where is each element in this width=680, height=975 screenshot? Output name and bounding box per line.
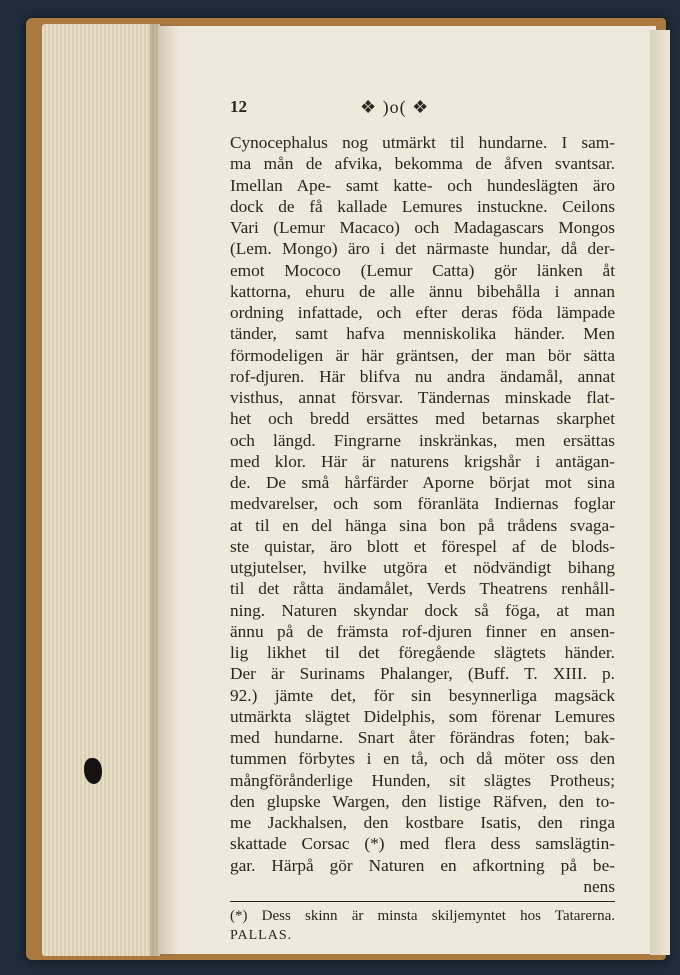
text-line: utgjutelser, hvilke utgöra et nödvändigt bihang [230,558,615,577]
text-line: tänder, samt hafva menniskolika händer. Men [230,324,615,344]
footnote [230,907,615,945]
text-line: me Jackhalsen, den kostbare Isatis, den ringa [230,813,615,832]
page-text [230,92,615,945]
ink-blot-mark [84,758,102,784]
page-number: 12 [230,97,247,116]
ornament-head: ❖ )o( ❖ [360,96,430,117]
text-line: til det råtta ändamålet, Verds Theatrens renhåll- [230,579,615,599]
text-line: Vari (Lemur Macaco) och Madagascars Mongos [230,218,615,237]
text-line: Imellan Ape- samt katte- och hundeslägten äro [230,175,615,195]
running-head [230,92,615,122]
catchword: nens [583,876,615,896]
text-line: at til en del hänga sina bon på trådens svaga- [230,515,615,535]
text-line: medvarelser, och som föranläta Indiernas foglar [230,494,615,514]
text-line: tummen förbytes i en tå, och då möter oss den [230,749,615,769]
page-gutter-shadow [150,24,180,956]
text-line: kattorna, ehuru de alle ännu bibehålla i annan [230,281,615,301]
text-line: ning. Naturen skyndar dock så föga, at man [230,600,615,620]
text-line: gar. Härpå gör Naturen en afkortning på be- [230,855,615,875]
text-line: de. De små hårfärder Aporne börjat mot sina [230,473,615,492]
text-line: (Lem. Mongo) äro i det närmaste hundar, då der- [230,239,615,259]
page-edges-left [42,24,160,956]
text-line: 92.) jämte det, för sin besynnerliga magsäck [230,685,615,705]
text-line: förmodeligen är här gräntsen, der man bör sätta [230,345,615,365]
footnote-rule [230,901,615,902]
text-line: och längd. Fingrarne inskränkas, men ersättas [230,430,615,450]
text-line: mångförånderlige Hunden, sit slägtes Protheus; [230,770,615,790]
text-line: ordning infattade, och efter deras föda lämpade [230,303,615,322]
text-line: dock de få kallade Lemures instuckne. Ceilons [230,196,615,216]
text-line: het och bredd ersättes med betarnas skarphet [230,409,615,429]
text-line: ste quistar, äro blott et förespel af de blods- [230,536,615,556]
text-line: Der är Surinams Phalanger, (Buff. T. XIII. p. [230,664,615,684]
text-line: visthus, annat försvar. Tändernas minskade flat- [230,388,615,407]
text-line: skattade Corsac (*) med flera dess samslägtin- [230,834,615,854]
text-line: den glupske Wargen, den listige Räfven, den to- [230,791,615,811]
facing-page-edge [650,30,670,955]
text-line: med hundarne. Snart åter förändras foten; bak- [230,728,615,747]
text-line: ännu på de främsta rof-djuren finner en ansen- [230,621,615,641]
footnote-author: PALLAS. [230,928,293,943]
text-line: lig likhet til det föregående slägtets händer. [230,643,615,662]
body-text [230,132,615,897]
text-line: rof-djuren. Här blifva nu andra ändamål, annat [230,366,615,386]
footnote-text: (*) Dess skinn är minsta skiljemyntet hos Tatarerna. [230,908,615,924]
text-line: Cynocephalus nog utmärkt til hundarne. I sam- [230,133,615,152]
text-line: ma mån de afvika, bekomma de åfven svantsar. [230,154,615,174]
text-line: emot Mococo (Lemur Catta) gör länken åt [230,260,615,280]
text-line: utmärkta slägtet Didelphis, som förenar Lemures [230,706,615,726]
text-line: med klor. Här är naturens krigshår i antägan- [230,451,615,471]
